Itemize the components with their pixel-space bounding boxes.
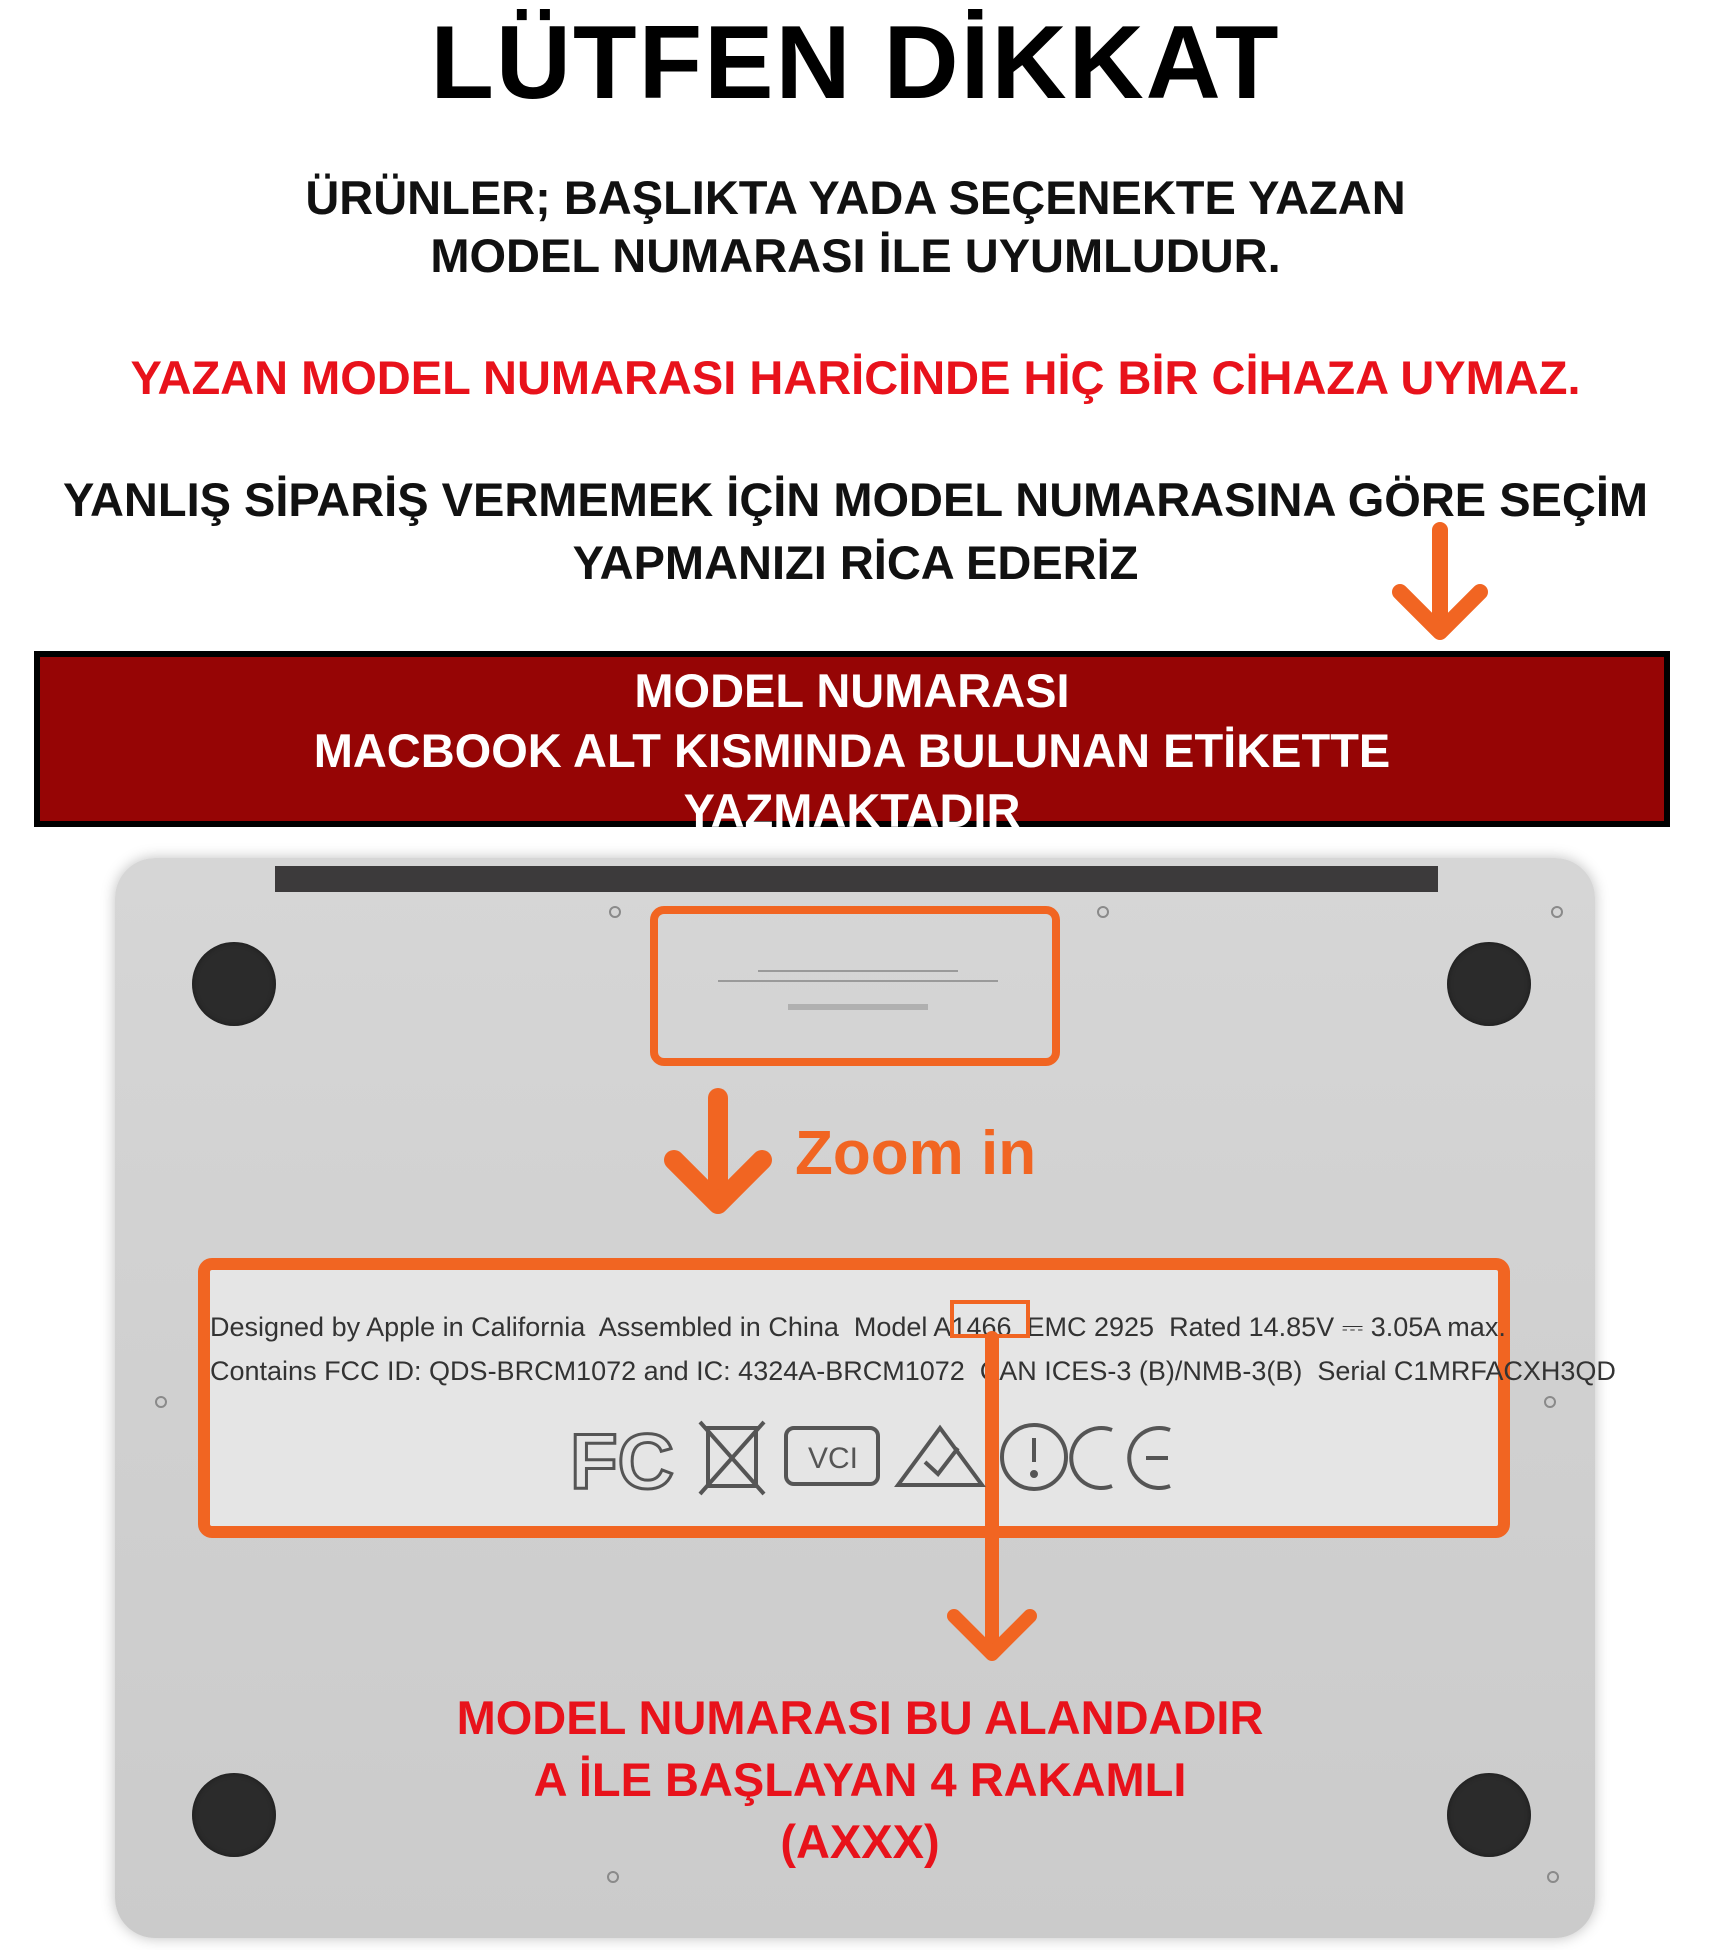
ce-icon bbox=[1129, 1428, 1170, 1488]
alert-circle-icon bbox=[1002, 1425, 1066, 1489]
c-icon bbox=[1071, 1428, 1112, 1488]
advice-line-1: YANLIŞ SİPARİŞ VERMEMEK İÇİN MODEL NUMARASINA GÖRE SEÇİM bbox=[62, 473, 1649, 526]
svg-text:FC: FC bbox=[570, 1417, 674, 1505]
zoom-in-caption: Zoom in bbox=[795, 1119, 1037, 1188]
advice-line-2: YAPMANIZI RİCA EDERİZ bbox=[572, 536, 1139, 589]
answer-line-1: MODEL NUMARASI BU ALANDADIR bbox=[456, 1691, 1264, 1744]
answer-line-2: A İLE BAŞLAYAN 4 RAKAMLI bbox=[533, 1753, 1187, 1806]
banner-line-1: MODEL NUMARASI bbox=[634, 664, 1070, 717]
intro-line-2: MODEL NUMARASI İLE UYUMLUDUR. bbox=[430, 229, 1281, 282]
arrow-down-icon bbox=[954, 1338, 1030, 1654]
svg-text:VCI: VCI bbox=[808, 1442, 859, 1475]
fcc-icon bbox=[570, 1417, 674, 1505]
rcm-icon bbox=[898, 1428, 982, 1485]
warning-text: YAZAN MODEL NUMARASI HARİCİNDE HİÇ BİR CİHAZA UYMAZ. bbox=[130, 351, 1581, 404]
page-title: LÜTFEN DİKKAT bbox=[430, 5, 1281, 121]
weee-bin-icon bbox=[700, 1422, 764, 1494]
label-text-line-2: Contains FCC ID: QDS-BRCM1072 and IC: 4324A-BRCM1072 CAN ICES-3 (B)/NMB-3(B) Serial C1MRFACXH3QD bbox=[210, 1356, 1616, 1386]
arrow-down-icon bbox=[1400, 530, 1480, 632]
banner-line-3: YAZMAKTADIR bbox=[683, 784, 1021, 837]
intro-line-1: ÜRÜNLER; BAŞLIKTA YADA SEÇENEKTE YAZAN bbox=[305, 171, 1406, 224]
vcci-icon bbox=[786, 1428, 878, 1484]
banner-line-2: MACBOOK ALT KISMINDA BULUNAN ETİKETTE bbox=[313, 724, 1391, 777]
label-text-line-1: Designed by Apple in California Assembled in China Model A1466 EMC 2925 Rated 14.85V ⎓ 3.05A max. bbox=[210, 1312, 1506, 1342]
answer-line-3: (AXXX) bbox=[780, 1815, 940, 1868]
arrow-down-icon bbox=[674, 1098, 762, 1204]
